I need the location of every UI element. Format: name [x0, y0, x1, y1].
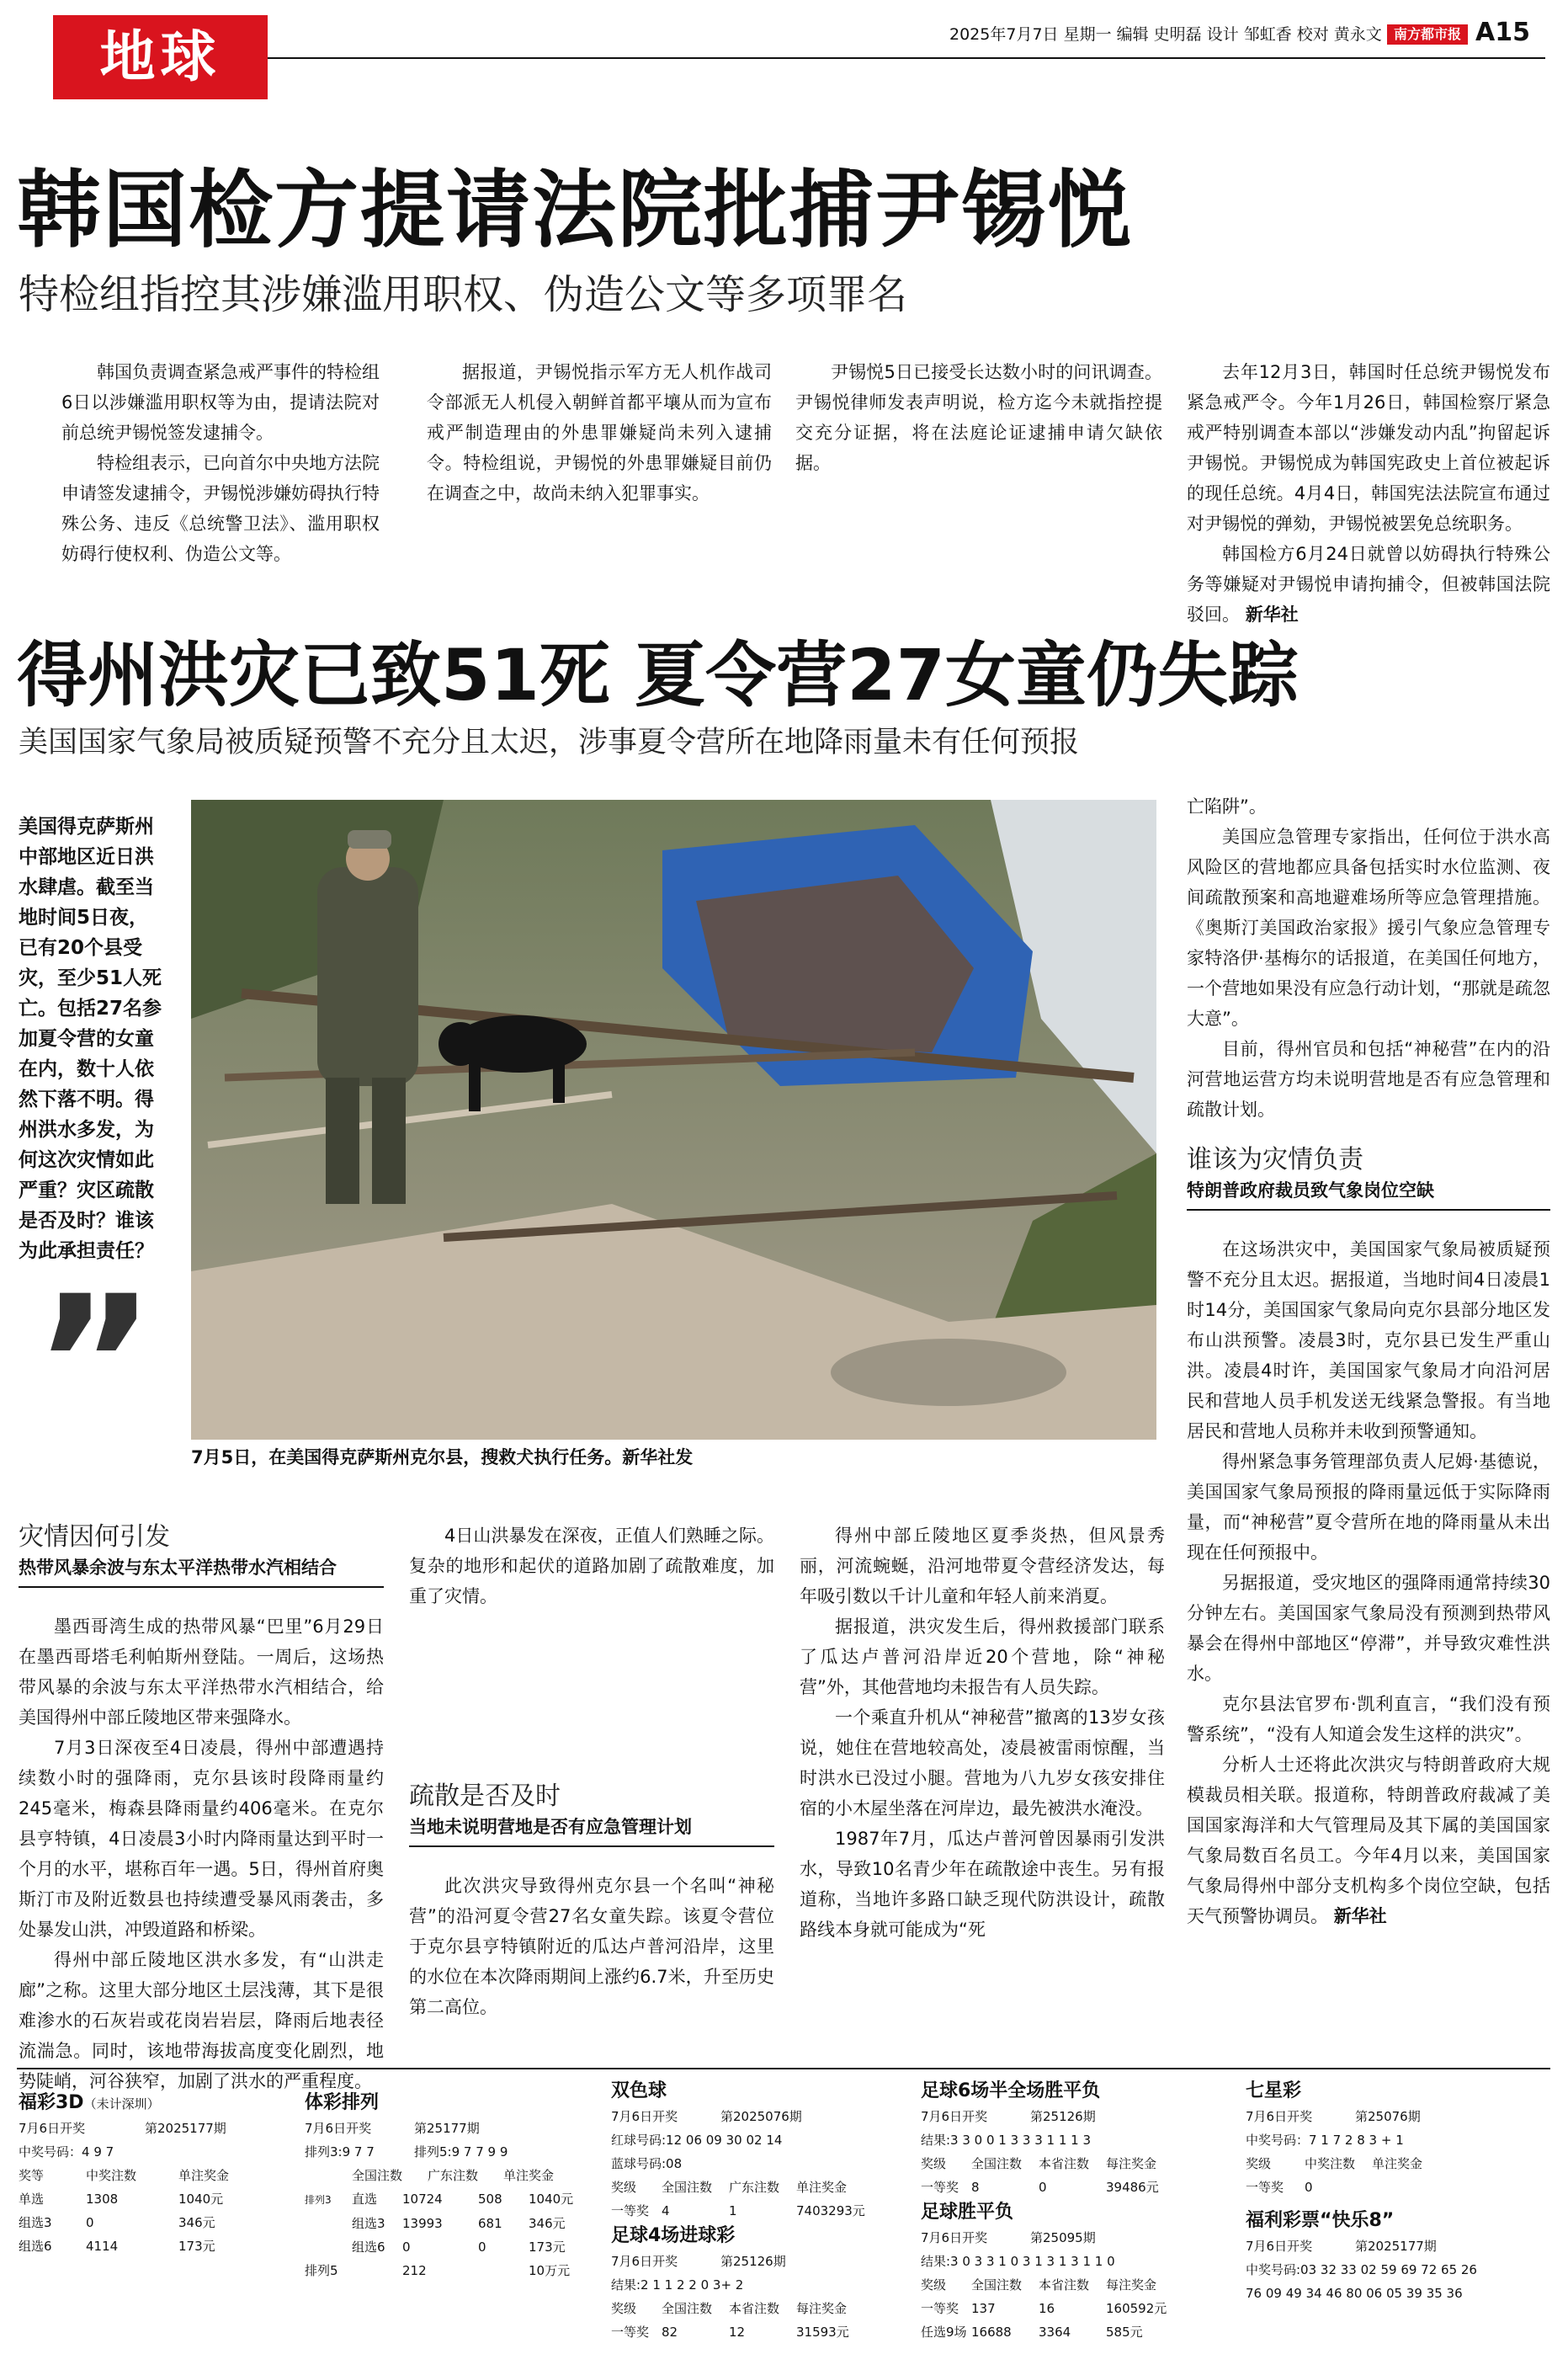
credit: 新华社: [1333, 1906, 1387, 1926]
flood-rescue-photo: [191, 800, 1156, 1440]
table-row: 一等奖 137 16 160592元: [921, 2301, 1167, 2316]
header-rule: [268, 57, 1545, 59]
table-header: 奖等 中奖注数 单注奖金: [19, 2168, 230, 2183]
heading: 疏散是否及时: [409, 1781, 561, 1811]
paragraph: 此次洪灾导致得州克尔县一个名叫“神秘营”的沿河夏令营27名女童失踪。该夏令营位于克尔县亨特镇附近的瓜达卢普河沿岸，这里的水位在本次降雨期间上涨约6.7米，升至历史第二高位。: [409, 1876, 774, 2017]
section-heading-responsibility: [1187, 1143, 1550, 1211]
story1-column-1: [61, 357, 380, 569]
lottery-title: 福利彩票“快乐8”: [1246, 2210, 1395, 2231]
table-header: 奖级 全国注数 本省注数 每注奖金: [921, 2156, 1157, 2171]
story2-right-top: [1187, 791, 1550, 1125]
news-photo: [191, 800, 1156, 1440]
table-row: 一等奖 4 1 7403293元: [611, 2203, 865, 2218]
table-row: 组选3 13993 681 346元: [352, 2216, 566, 2231]
paragraph: 据报道，洪灾发生后，得州救援部门联系了瓜达卢普河沿岸近20个营地，除“神秘营”外，其他营地均未报告有人员失踪。: [800, 1616, 1165, 1697]
paragraph: 去年12月3日，韩国时任总统尹锡悦发布紧急戒严令。今年1月26日，韩国检察厅紧急戒严特别调查本部以“涉嫌发动内乱”拘留起诉尹锡悦。尹锡悦成为韩国宪政史上首位被起诉的现任总统。4月4日，韩国宪法法院宣布通过对尹锡悦的弹劾，尹锡悦被罢免总统职务。: [1187, 362, 1550, 534]
draw-info: 7月6日开奖 第25076期: [1246, 2109, 1421, 2124]
story2-lower-column-2b: [409, 1871, 774, 2022]
lottery-title: 足球胜平负: [921, 2202, 1014, 2223]
quote-mark-icon: ”: [34, 1256, 156, 1472]
lottery-zq6: [921, 2078, 1232, 2199]
table-header: 奖级 全国注数 本省注数 每注奖金: [611, 2301, 848, 2316]
table-row: 一等奖 0: [1246, 2180, 1313, 2195]
paragraph: 美国应急管理专家指出，任何位于洪水高风险区的营地都应具备包括实时水位监测、夜间疏散预案和高地避难场所等应急管理措施。《奥斯汀美国政治家报》援引气象应急管理专家特洛伊·基梅尔的话报道，在美国任何地方，一个营地如果没有应急行动计划，“那就是疏忽大意”。: [1187, 827, 1550, 1029]
story1-column-4: [1187, 357, 1550, 630]
paragraph: 1987年7月，瓜达卢普河曾因暴雨引发洪水，导致10名青少年在疏散途中丧生。另有报道称，当地许多路口缺乏现代防洪设计，疏散路线本身就可能成为“死: [800, 1829, 1165, 1940]
result: 结果:2 1 1 2 2 0 3+ 2: [611, 2277, 744, 2293]
lottery-ssq: [611, 2078, 906, 2223]
section-heading-cause: [19, 1521, 384, 1588]
winning-numbers: 排列3:9 7 7 排列5:9 7 7 9 9: [305, 2144, 508, 2160]
table-row: 单选 1308 1040元: [19, 2192, 224, 2207]
lottery-top-rule: [17, 2068, 1550, 2069]
paragraph: 得州紧急事务管理部负责人尼姆·基德说，美国国家气象局预报的降雨量远低于实际降雨量，而“神秘营”夏令营所在地的降雨量从未出现在任何预报中。: [1187, 1451, 1550, 1563]
draw-info: 7月6日开奖 第2025177期: [1246, 2239, 1437, 2254]
winning-numbers: 76 09 49 34 46 80 06 05 39 35 36: [1246, 2286, 1463, 2301]
table-header: 全国注数 广东注数 单注奖金: [352, 2168, 555, 2183]
newspaper-logo: 南方都市报: [1387, 24, 1468, 45]
heading: 谁该为灾情负责: [1187, 1145, 1363, 1174]
result: 结果:3 3 0 0 1 3 3 3 1 1 1 3: [921, 2133, 1092, 2148]
winning-numbers: 中奖号码：7 1 7 2 8 3 + 1: [1246, 2133, 1404, 2148]
story2-lower-column-1: [19, 1611, 384, 2096]
result: 结果:3 0 3 3 1 0 3 1 3 1 3 1 1 0: [921, 2254, 1115, 2269]
lottery-title: 福彩3D（未计深圳）: [19, 2092, 160, 2113]
paragraph: 在这场洪灾中，美国国家气象局被质疑预警不充分且太迟。据报道，当地时间4日凌晨1时14分，美国国家气象局向克尔县部分地区发布山洪预警。凌晨3时，克尔县已发生严重山洪。凌晨4时许，美国国家气象局才向沿河居民和营地人员手机发送无线紧急警报。有当地居民和营地人员称并未收到预警通知。: [1187, 1239, 1550, 1441]
table-header: 奖级 中奖注数 单注奖金: [1246, 2156, 1423, 2171]
table-header: 奖级 全国注数 本省注数 每注奖金: [921, 2277, 1157, 2293]
blue-numbers: 蓝球号码:08: [611, 2156, 683, 2171]
paragraph: 克尔县法官罗布·凯利直言，“我们没有预警系统”，“没有人知道会发生这样的洪灾”。: [1187, 1694, 1550, 1744]
subheading: 特朗普政府裁员致气象岗位空缺: [1187, 1177, 1550, 1211]
story1-subheadline: 特检组指控其涉嫌滥用职权、伪造公文等多项罪名: [19, 271, 908, 318]
draw-info: 7月6日开奖 第2025177期: [19, 2121, 226, 2136]
paragraph: 特检组表示，已向首尔中央地方法院申请签发逮捕令，尹锡悦涉嫌妨碍执行特殊公务、违反《总统警卫法》、滥用职权妨碍行使权利、伪造公文等。: [61, 453, 380, 564]
paragraph: 据报道，尹锡悦指示军方无人机作战司令部派无人机侵入朝鲜首都平壤从而为宣布戒严制造理由的外患罪嫌疑尚未列入逮捕令。特检组说，尹锡悦的外患罪嫌疑目前仍在调查之中，故尚未纳入犯罪事实。: [427, 362, 772, 503]
draw-info: 7月6日开奖 第25126期: [921, 2109, 1096, 2124]
lottery-sfc: [921, 2199, 1232, 2344]
winning-numbers: 中奖号码：4 9 7: [19, 2144, 114, 2160]
paragraph: 亡陷阱”。: [1187, 796, 1267, 817]
paragraph: 另据报道，受灾地区的强降雨通常持续30分钟左右。美国国家气象局没有预测到热带风暴会在得州中部地区“停滞”，并导致灾难性洪水。: [1187, 1573, 1550, 1684]
table-row: 任选9场 16688 3364 585元: [921, 2325, 1143, 2340]
paragraph: 得州中部丘陵地区夏季炎热，但风景秀丽，河流蜿蜒，沿河地带夏令营经济发达，每年吸引数以千计儿童和年轻人前来消夏。: [800, 1526, 1165, 1606]
table-row: 一等奖 8 0 39486元: [921, 2180, 1159, 2195]
page-info: 2025年7月7日 星期一 编辑 史明磊 设计 邹虹香 校对 黄永文: [949, 25, 1382, 44]
paragraph: 4日山洪暴发在深夜，正值人们熟睡之际。复杂的地形和起伏的道路加剧了疏散难度，加重了灾情。: [409, 1526, 774, 1606]
draw-info: 7月6日开奖 第25126期: [611, 2254, 786, 2269]
story1-headline: 韩国检方提请法院批捕尹锡悦: [17, 161, 1133, 259]
lottery-zq4: [611, 2223, 906, 2344]
paragraph: 分析人士还将此次洪灾与特朗普政府大规模裁员相关联。报道称，特朗普政府裁减了美国国家海洋和大气管理局及其下属的美国国家气象局数百名员工。今年4月以来，美国国家气象局得州中部分支机构多个岗位空缺，包括天气预警协调员。 新华社: [1187, 1755, 1550, 1926]
winning-numbers: 中奖号码:03 32 33 02 59 69 72 65 26: [1246, 2262, 1477, 2277]
paragraph: 一个乘直升机从“神秘营”撤离的13岁女孩说，她住在营地较高处，凌晨被雷雨惊醒，当时洪水已没过小腿。营地为八九岁女孩安排住宿的小木屋坐落在河岸边，最先被洪水淹没。: [800, 1707, 1165, 1819]
paragraph: 韩国负责调查紧急戒严事件的特检组6日以涉嫌滥用职权等为由，提请法院对前总统尹锡悦签发逮捕令。: [61, 362, 380, 443]
draw-info: 7月6日开奖 第25095期: [921, 2230, 1096, 2245]
lottery-title: 七星彩: [1246, 2080, 1302, 2101]
section-tag: 地球: [53, 15, 268, 99]
lottery-title: 体彩排列: [305, 2092, 380, 2113]
story1-column-3: [795, 357, 1162, 478]
paragraph: 得州中部丘陵地区洪水多发，有“山洪走廊”之称。这里大部分地区土层浅薄，其下是很难渗水的石灰岩或花岗岩岩层，降雨后地表径流湍急。同时，该地带海拔高度变化剧烈，地势陡峭，河谷狭窄，加剧了洪水的严重程度。: [19, 1950, 384, 2091]
story2-subheadline: 美国国家气象局被质疑预警不充分且太迟，涉事夏令营所在地降雨量未有任何预报: [19, 726, 1080, 759]
paragraph: 目前，得州官员和包括“神秘营”在内的沿河营地运营方均未说明营地是否有应急管理和疏散计划。: [1187, 1039, 1550, 1120]
table-header: 奖级 全国注数 广东注数 单注奖金: [611, 2180, 848, 2195]
red-numbers: 红球号码:12 06 09 30 02 14: [611, 2133, 783, 2148]
lottery-pailie: [305, 2090, 591, 2282]
credit: 新华社: [1245, 604, 1299, 625]
lottery-fc3d: [19, 2090, 288, 2258]
table-row: 排列5 212 10万元: [305, 2263, 571, 2278]
paragraph: 尹锡悦5日已接受长达数小时的问讯调查。尹锡悦律师发表声明说，检方迄今未就指控提交充分证据，将在法庭论证逮捕申请欠缺依据。: [795, 362, 1162, 473]
photo-caption: 7月5日，在美国得克萨斯州克尔县，搜救犬执行任务。新华社发: [191, 1447, 694, 1467]
story2-lead: 美国得克萨斯州中部地区近日洪水肆虐。截至当地时间5日夜，已有20个县受灾，至少51人死亡。包括27名参加夏令营的女童在内，数十人依然下落不明。得州洪水多发，为何这次灾情如此严重？灾区疏散是否及时？谁该为此承担责任？: [19, 816, 162, 1262]
draw-info: 7月6日开奖 第2025076期: [611, 2109, 802, 2124]
paragraph: 7月3日深夜至4日凌晨，得州中部遭遇持续数小时的强降雨，克尔县该时段降雨量约245毫米，梅森县降雨量约406毫米。在克尔县亨特镇，4日凌晨3小时内降雨量达到平时一个月的水平，堪称百年一遇。5日，得州首府奥斯汀市及附近数县也持续遭受暴风雨袭击，多处暴发山洪，冲毁道路和桥梁。: [19, 1738, 384, 1940]
subheading: 当地未说明营地是否有应急管理计划: [409, 1813, 774, 1847]
table-row: 组选3 0 346元: [19, 2215, 215, 2230]
story2-lower-column-3: [800, 1521, 1165, 1945]
draw-info: 7月6日开奖 第25177期: [305, 2121, 480, 2136]
page-number: A15: [1475, 18, 1530, 47]
heading: 灾情因何引发: [19, 1522, 170, 1552]
lottery-kl8: [1246, 2208, 1550, 2305]
lottery-title: 足球4场进球彩: [611, 2225, 736, 2246]
story2-right-bottom: [1187, 1234, 1550, 1931]
lottery-qxc: [1246, 2078, 1550, 2199]
lottery-title: 双色球: [611, 2080, 667, 2101]
paragraph: 墨西哥湾生成的热带风暴“巴里”6月29日在墨西哥塔毛利帕斯州登陆。一周后，这场热带风暴的余波与东太平洋热带水汽相结合，给美国得州中部丘陵地区带来强降水。: [19, 1616, 384, 1728]
story2-headline: 得州洪灾已致51死 夏令营27女童仍失踪: [17, 634, 1300, 716]
paragraph: 韩国检方6月24日就曾以妨碍执行特殊公务等嫌疑对尹锡悦申请拘捕令，但被韩国法院驳回。 新华社: [1187, 544, 1550, 625]
table-row: 排列3 直选 10724 508 1040元: [305, 2192, 574, 2207]
table-row: 一等奖 82 12 31593元: [611, 2325, 849, 2340]
section-heading-evacuation: [409, 1780, 774, 1847]
subheading: 热带风暴余波与东太平洋热带水汽相结合: [19, 1554, 384, 1588]
table-row: 组选6 4114 173元: [19, 2239, 215, 2254]
story1-column-2: [427, 357, 772, 509]
story2-lower-column-2: [409, 1521, 774, 1611]
lottery-title: 足球6场半全场胜平负: [921, 2080, 1101, 2101]
table-row: 组选6 0 0 173元: [352, 2239, 566, 2255]
